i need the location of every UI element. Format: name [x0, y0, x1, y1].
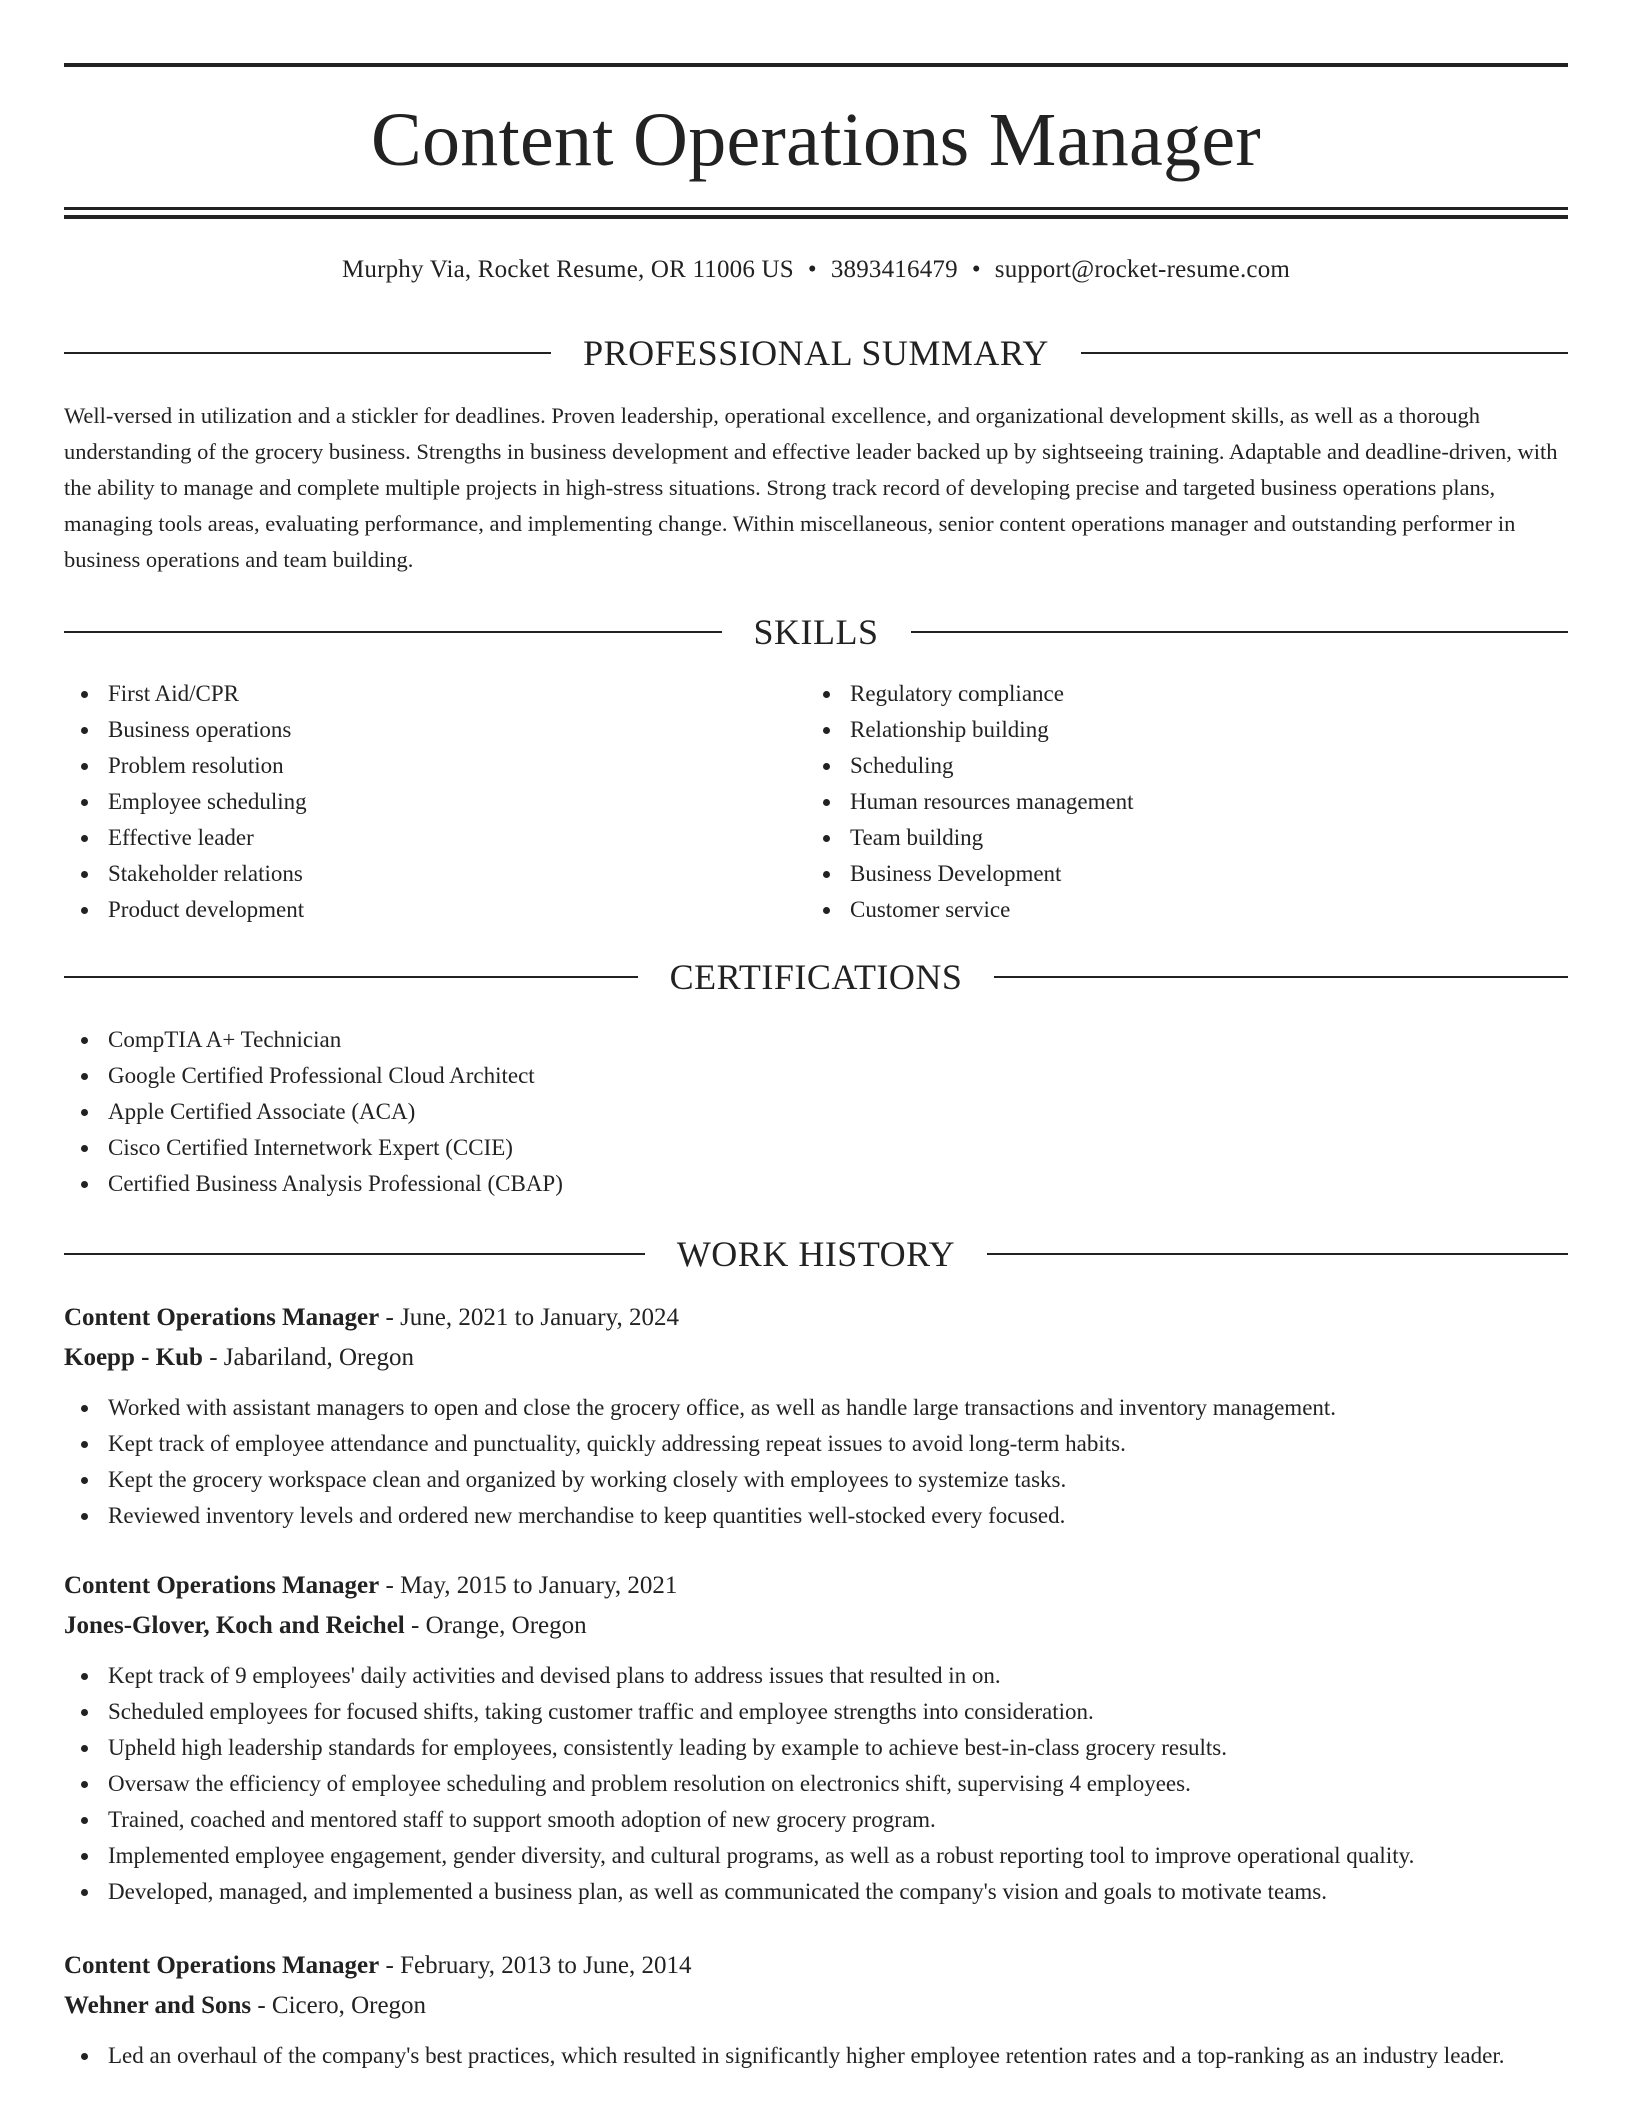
- job-dates: - February, 2013 to June, 2014: [379, 1952, 692, 1979]
- heading-rule: [64, 976, 638, 978]
- heading-rule: [987, 1253, 1568, 1255]
- skill-item: Employee scheduling: [64, 784, 804, 820]
- job-title-line: [64, 1946, 1568, 1986]
- job-title: Content Operations Manager: [64, 1952, 380, 1979]
- job-bullets: [64, 1658, 1568, 1910]
- job-title-line: [64, 1566, 1568, 1606]
- job-company-line: [64, 1338, 1568, 1378]
- job-bullet: Led an overhaul of the company's best practices, which resulted in significantly higher employee retention rates and a top-ranking as an industry leader.: [64, 2038, 1568, 2074]
- skill-item: Human resources management: [806, 784, 1566, 820]
- job-company: Wehner and Sons: [64, 1992, 252, 2019]
- job-location: - Orange, Oregon: [404, 1612, 587, 1639]
- section-title: PROFESSIONAL SUMMARY: [583, 333, 1049, 373]
- job-bullet: Reviewed inventory levels and ordered new merchandise to keep quantities well-stocked every focused.: [64, 1498, 1568, 1534]
- job-bullet: Oversaw the efficiency of employee scheduling and problem resolution on electronics shift, supervising 4 employees.: [64, 1766, 1568, 1802]
- skill-item: Team building: [806, 820, 1566, 856]
- contact-phone[interactable]: 3893416479: [830, 256, 958, 283]
- section-heading-summary: [64, 331, 1568, 375]
- job-bullet: Kept track of 9 employees' daily activities and devised plans to address issues that resulted in on.: [64, 1658, 1568, 1694]
- certification-item: Certified Business Analysis Professional (CBAP): [64, 1166, 1568, 1202]
- job-location: - Cicero, Oregon: [251, 1992, 427, 2019]
- contact-separator: •: [971, 256, 981, 283]
- job-bullet: Implemented employee engagement, gender diversity, and cultural programs, as well as a robust reporting tool to improve operational quality.: [64, 1838, 1568, 1874]
- job-company: Jones-Glover, Koch and Reichel: [64, 1612, 405, 1639]
- job-bullet: Developed, managed, and implemented a business plan, as well as communicated the company's vision and goals to motivate teams.: [64, 1874, 1568, 1910]
- resume-title: Content Operations Manager: [370, 98, 1261, 182]
- skill-item: Customer service: [806, 892, 1566, 928]
- contact-line: [64, 252, 1568, 288]
- job-company-line: [64, 1986, 1568, 2026]
- job-company: Koepp - Kub: [64, 1344, 203, 1371]
- skills-list-left: [64, 676, 804, 928]
- section-title: CERTIFICATIONS: [669, 957, 963, 997]
- summary-text: Well-versed in utilization and a stickler for deadlines. Proven leadership, operational excellence, and organizational development skills, as well as a thorough understanding of the grocery business. Strengths in business development and effective leader backed up by sightseeing training. Adaptable and deadline-driven, with the ability to manage and complete multiple projects in high-stress situations. Strong track record of developing precise and targeted business operations plans, managing tools areas, evaluating performance, and implementing change. Within miscellaneous, senior content operations manager and outstanding performer in business operations and team building.: [64, 403, 1558, 572]
- job-title: Content Operations Manager: [64, 1572, 380, 1599]
- job-entry: [64, 1946, 1568, 2074]
- heading-rule: [64, 352, 551, 354]
- certification-item: CompTIA A+ Technician: [64, 1022, 1568, 1058]
- job-entry: [64, 1298, 1568, 1534]
- skill-item: Business Development: [806, 856, 1566, 892]
- job-bullet: Scheduled employees for focused shifts, taking customer traffic and employee strengths into consideration.: [64, 1694, 1568, 1730]
- header-top-rule: [64, 63, 1568, 67]
- job-bullet: Kept track of employee attendance and punctuality, quickly addressing repeat issues to avoid long-term habits.: [64, 1426, 1568, 1462]
- job-bullets: [64, 2038, 1568, 2074]
- heading-rule: [1081, 352, 1568, 354]
- job-dates: - June, 2021 to January, 2024: [379, 1304, 679, 1331]
- section-title: SKILLS: [753, 612, 879, 652]
- section-title: WORK HISTORY: [676, 1234, 956, 1274]
- job-dates: - May, 2015 to January, 2021: [379, 1572, 678, 1599]
- header-double-rule-upper: [64, 207, 1568, 210]
- job-entry: [64, 1566, 1568, 1910]
- heading-rule: [994, 976, 1568, 978]
- skill-item: Relationship building: [806, 712, 1566, 748]
- skill-item: Problem resolution: [64, 748, 804, 784]
- heading-rule: [64, 631, 722, 633]
- contact-separator: •: [807, 256, 817, 283]
- heading-rule: [64, 1253, 645, 1255]
- job-bullets: [64, 1390, 1568, 1534]
- certification-item: Cisco Certified Internetwork Expert (CCIE): [64, 1130, 1568, 1166]
- job-bullet: Worked with assistant managers to open and close the grocery office, as well as handle large transactions and inventory management.: [64, 1390, 1568, 1426]
- job-bullet: Kept the grocery workspace clean and organized by working closely with employees to systemize tasks.: [64, 1462, 1568, 1498]
- certification-item: Google Certified Professional Cloud Architect: [64, 1058, 1568, 1094]
- skill-item: Product development: [64, 892, 804, 928]
- skill-item: First Aid/CPR: [64, 676, 804, 712]
- skill-item: Effective leader: [64, 820, 804, 856]
- job-location: - Jabariland, Oregon: [202, 1344, 414, 1371]
- skill-item: Scheduling: [806, 748, 1566, 784]
- section-heading-work-history: [64, 1232, 1568, 1276]
- job-title-line: [64, 1298, 1568, 1338]
- job-bullet: Upheld high leadership standards for employees, consistently leading by example to achieve best-in-class grocery results.: [64, 1730, 1568, 1766]
- certifications-list: [64, 1022, 1568, 1202]
- skill-item: Regulatory compliance: [806, 676, 1566, 712]
- section-heading-skills: [64, 610, 1568, 654]
- section-heading-certifications: [64, 955, 1568, 999]
- job-bullet: Trained, coached and mentored staff to support smooth adoption of new grocery program.: [64, 1802, 1568, 1838]
- skill-item: Stakeholder relations: [64, 856, 804, 892]
- job-title: Content Operations Manager: [64, 1304, 380, 1331]
- skills-list-right: [806, 676, 1566, 928]
- skill-item: Business operations: [64, 712, 804, 748]
- job-company-line: [64, 1606, 1568, 1646]
- certification-item: Apple Certified Associate (ACA): [64, 1094, 1568, 1130]
- header-double-rule-lower: [64, 215, 1568, 219]
- contact-address: Murphy Via, Rocket Resume, OR 11006 US: [341, 256, 794, 283]
- contact-email[interactable]: support@rocket-resume.com: [994, 256, 1291, 283]
- heading-rule: [911, 631, 1569, 633]
